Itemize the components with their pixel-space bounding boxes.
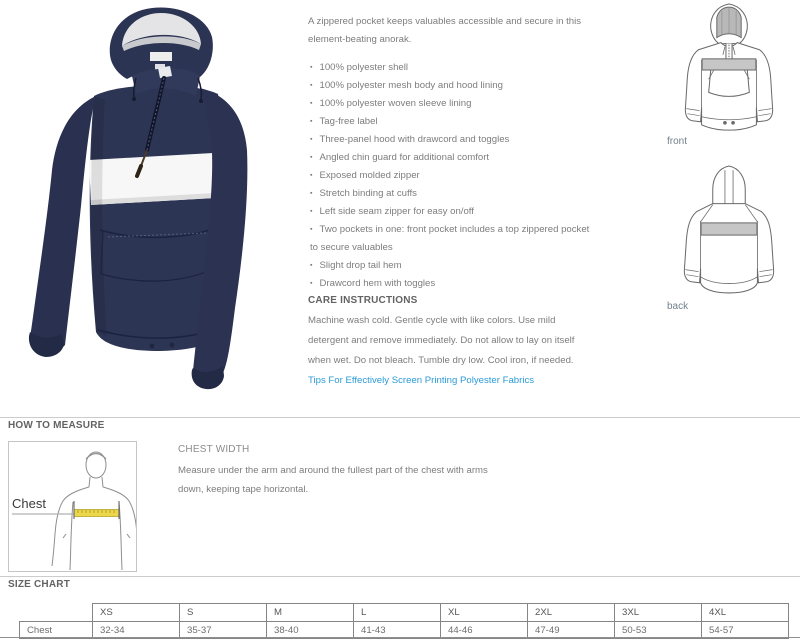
feature-item: ▪ Tag-free label — [310, 113, 590, 131]
care-instructions-heading: CARE INSTRUCTIONS — [308, 295, 418, 306]
size-column-header: S — [180, 604, 267, 622]
chest-value: 54-57 — [702, 622, 789, 639]
feature-item: ▪ Slight drop tail hem — [310, 257, 590, 275]
bottom-divider — [0, 637, 800, 638]
chest-width-title: CHEST WIDTH — [178, 444, 250, 455]
chest-value: 47-49 — [528, 622, 615, 639]
feature-item: ▪ 100% polyester mesh body and hood lining — [310, 77, 590, 95]
body-measure-figure — [9, 442, 136, 571]
size-column-header: M — [267, 604, 354, 622]
how-to-measure-heading: HOW TO MEASURE — [8, 420, 105, 431]
front-view-sketch — [676, 2, 782, 136]
feature-item: ▪ Left side seam zipper for easy on/off — [310, 203, 590, 221]
product-intro: A zippered pocket keeps valuables accessible and secure in this element-beating anorak. — [308, 16, 582, 45]
back-view-sketch — [676, 163, 782, 297]
feature-item: ▪ Stretch binding at cuffs — [310, 185, 590, 203]
size-column-header: XS — [93, 604, 180, 622]
divider — [0, 417, 800, 418]
product-description — [308, 13, 590, 386]
chest-diagram-label: Chest — [12, 496, 46, 511]
size-column-header: 2XL — [528, 604, 615, 622]
measure-diagram — [8, 441, 137, 572]
screen-printing-tips-link[interactable]: Tips For Effectively Screen Printing Polyester Fabrics — [308, 375, 535, 386]
chest-value: 38-40 — [267, 622, 354, 639]
size-header-row — [20, 604, 789, 622]
divider — [0, 576, 800, 577]
chest-value: 44-46 — [441, 622, 528, 639]
feature-item: ▪ Two pockets in one: front pocket includes a top zippered pocket to secure valuables — [310, 221, 590, 257]
size-chart-table — [19, 603, 789, 639]
chest-measurements-row — [20, 622, 789, 639]
product-photo — [2, 0, 298, 404]
size-column-header: 3XL — [615, 604, 702, 622]
back-view-label: back — [667, 301, 689, 312]
chest-value: 35-37 — [180, 622, 267, 639]
size-chart-heading: SIZE CHART — [8, 579, 70, 590]
feature-item: ▪ 100% polyester shell — [310, 59, 590, 77]
feature-item: ▪ Drawcord hem with toggles — [310, 275, 590, 293]
sketch-stripe — [701, 223, 757, 235]
measuring-tape — [74, 510, 119, 517]
chest-value: 41-43 — [354, 622, 441, 639]
corner-cell — [20, 604, 93, 622]
feature-item: ▪ Exposed molded zipper — [310, 167, 590, 185]
row-label: Chest — [20, 622, 93, 639]
chest-value: 50-53 — [615, 622, 702, 639]
feature-list — [308, 59, 590, 293]
front-view-label: front — [667, 136, 688, 147]
feature-item: ▪ Three-panel hood with drawcord and toggles — [310, 131, 590, 149]
sketch-stripe — [702, 59, 756, 70]
chest-value: 32-34 — [93, 622, 180, 639]
anorak-jacket-image — [2, 0, 298, 404]
brand-tag — [150, 52, 172, 61]
care-instructions-text: Machine wash cold. Gentle cycle with like colors. Use mild detergent and remove immediately. Do not allow to lay on itself when wet. Do not bleach. Tumble dry low. Cool iron, if needed. — [308, 315, 575, 366]
back-view-thumbnail[interactable] — [676, 163, 782, 297]
chest-width-instructions: Measure under the arm and around the fullest part of the chest with arms down, keeping tape horizontal. — [178, 465, 488, 495]
size-column-header: XL — [441, 604, 528, 622]
front-view-thumbnail[interactable] — [676, 2, 782, 136]
size-column-header: 4XL — [702, 604, 789, 622]
feature-item: ▪ Angled chin guard for additional comfort — [310, 149, 590, 167]
size-column-header: L — [354, 604, 441, 622]
feature-item: ▪ 100% polyester woven sleeve lining — [310, 95, 590, 113]
